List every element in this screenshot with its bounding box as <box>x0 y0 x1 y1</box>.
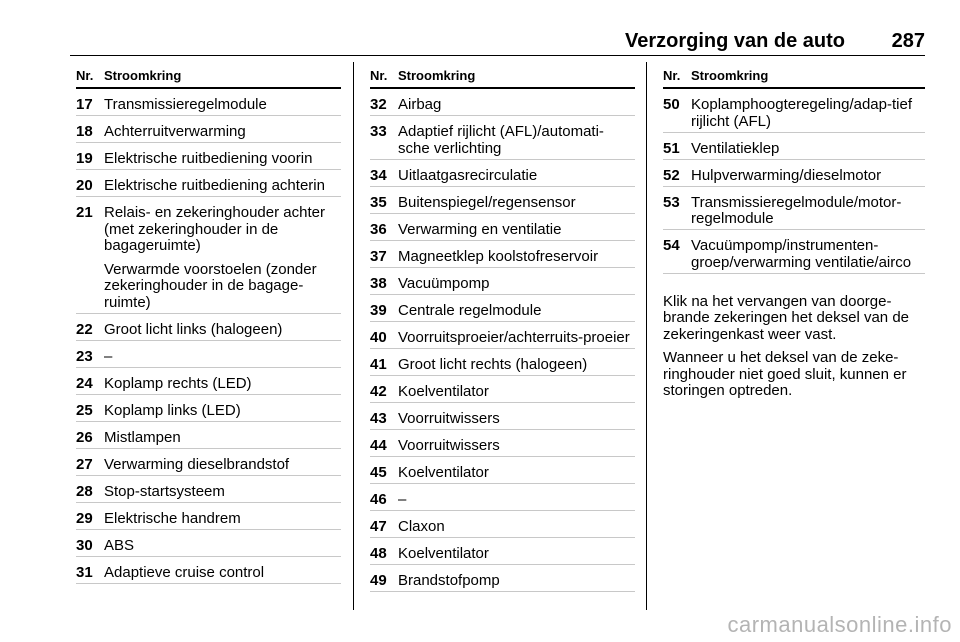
table-row <box>370 376 635 403</box>
table-row <box>663 230 925 274</box>
warning-paragraph: Wanneer u het deksel van de zeke-ringhouder niet goed sluit, kunnen er storingen optreden. <box>663 349 907 399</box>
circuit-text: Airbag <box>398 96 442 113</box>
fuse-number: 43 <box>370 409 387 427</box>
table-row <box>76 368 341 395</box>
table-row <box>370 430 635 457</box>
fuse-number: 27 <box>76 455 93 473</box>
fuse-number: 19 <box>76 150 93 167</box>
circuit-text: Verwarming dieselbrandstof <box>104 455 290 473</box>
table-row <box>76 557 341 584</box>
circuit-name <box>104 457 341 474</box>
fuse-number: 29 <box>76 509 93 527</box>
circuit-text: Groot licht links (halogeen) <box>104 320 283 338</box>
circuit-name <box>398 249 635 266</box>
circuit-text: Vacuümpomp/instrumenten-groep/verwarming ventilatie/airco <box>691 237 912 271</box>
table-header <box>663 66 925 89</box>
circuit-name <box>104 178 341 195</box>
table-row <box>76 341 341 368</box>
circuit-text: – <box>398 490 407 508</box>
circuit-text: Koelventilator <box>398 544 489 562</box>
circuit-name <box>691 97 925 130</box>
table-row <box>370 241 635 268</box>
circuit-text: Elektrische handrem <box>104 509 241 527</box>
fuse-number: 17 <box>76 96 93 113</box>
circuit-name <box>691 238 925 271</box>
fuse-number: 37 <box>370 247 387 265</box>
circuit-name <box>104 430 341 447</box>
header-circuit: Stroomkring <box>104 68 182 83</box>
circuit-name <box>691 195 925 228</box>
circuit-name <box>398 492 635 509</box>
header-nr: Nr. <box>370 68 388 83</box>
circuit-text: Elektrische ruitbediening voorin <box>104 150 313 167</box>
fuse-number: 46 <box>370 490 387 508</box>
fuse-number: 21 <box>76 204 93 221</box>
circuit-text: ABS <box>104 536 135 554</box>
fuse-number: 20 <box>76 177 93 194</box>
circuit-name <box>104 205 341 311</box>
table-row <box>663 89 925 133</box>
fuse-table-column-2 <box>370 66 635 592</box>
fuse-number: 51 <box>663 139 680 157</box>
table-row <box>76 503 341 530</box>
fuse-number: 53 <box>663 193 680 211</box>
table-row <box>370 214 635 241</box>
circuit-text: Relais- en zekeringhouder achter (met zekeringhouder in de bagageruimte) <box>104 204 325 254</box>
fuse-number: 31 <box>76 563 93 581</box>
circuit-text: Adaptieve cruise control <box>104 563 265 581</box>
table-row <box>370 349 635 376</box>
table-row <box>76 314 341 341</box>
circuit-name <box>104 349 341 366</box>
table-row <box>370 511 635 538</box>
fuse-number: 32 <box>370 96 387 113</box>
fuse-number: 34 <box>370 166 387 184</box>
fuse-number: 28 <box>76 482 93 500</box>
fuse-number: 36 <box>370 220 387 238</box>
circuit-name <box>398 168 635 185</box>
circuit-text: Koelventilator <box>398 463 489 481</box>
table-row <box>370 322 635 349</box>
circuit-name <box>104 511 341 528</box>
circuit-text: Achterruitverwarming <box>104 123 246 140</box>
circuit-name <box>398 97 635 114</box>
header-circuit: Stroomkring <box>691 68 769 83</box>
circuit-name <box>104 565 341 582</box>
fuse-number: 39 <box>370 301 387 319</box>
table-row <box>76 476 341 503</box>
fuse-number: 52 <box>663 166 680 184</box>
circuit-text: Voorruitwissers <box>398 436 500 454</box>
table-row <box>76 170 341 197</box>
circuit-text: Voorruitwissers <box>398 409 500 427</box>
header-nr: Nr. <box>663 68 681 83</box>
table-row <box>370 538 635 565</box>
table-row <box>76 143 341 170</box>
fuse-number: 49 <box>370 571 387 589</box>
fuse-number: 38 <box>370 274 387 292</box>
circuit-name <box>398 303 635 320</box>
circuit-text: Hulpverwarming/dieselmotor <box>691 166 882 184</box>
circuit-name <box>398 546 635 563</box>
circuit-text: Groot licht rechts (halogeen) <box>398 355 588 373</box>
circuit-name <box>398 411 635 428</box>
table-row <box>370 160 635 187</box>
table-row <box>370 403 635 430</box>
fuse-number: 45 <box>370 463 387 481</box>
circuit-text: Transmissieregelmodule/motor-regelmodule <box>691 193 902 227</box>
fuse-number: 48 <box>370 544 387 562</box>
circuit-text: Adaptief rijlicht (AFL)/automati-sche verlichting <box>398 123 604 157</box>
table-row <box>76 395 341 422</box>
circuit-text: Koplamphoogteregeling/adap-tief rijlicht (AFL) <box>691 96 912 130</box>
circuit-text: Mistlampen <box>104 428 181 446</box>
circuit-name <box>104 538 341 555</box>
fuse-number: 54 <box>663 237 680 254</box>
circuit-text: Magneetklep koolstofreservoir <box>398 247 599 265</box>
table-row <box>663 160 925 187</box>
circuit-name <box>398 276 635 293</box>
circuit-text: Ventilatieklep <box>691 139 780 157</box>
table-row <box>370 89 635 116</box>
fuse-number: 26 <box>76 428 93 446</box>
fuse-number: 24 <box>76 374 93 392</box>
fuse-number: 22 <box>76 320 93 338</box>
table-header <box>370 66 635 89</box>
circuit-name <box>398 465 635 482</box>
table-row <box>76 449 341 476</box>
table-row <box>663 187 925 231</box>
page-number: 287 <box>891 30 925 52</box>
circuit-name <box>398 573 635 590</box>
table-row <box>76 422 341 449</box>
circuit-text: Verwarming en ventilatie <box>398 220 562 238</box>
table-row <box>663 133 925 160</box>
circuit-name <box>398 124 635 157</box>
column-divider <box>353 62 354 610</box>
circuit-name <box>691 168 925 185</box>
circuit-text: Elektrische ruitbediening achterin <box>104 177 325 194</box>
circuit-text: Brandstofpomp <box>398 571 500 589</box>
circuit-name <box>104 124 341 141</box>
table-row <box>370 116 635 160</box>
circuit-text: Koplamp links (LED) <box>104 401 241 419</box>
circuit-name <box>104 322 341 339</box>
circuit-text: Claxon <box>398 517 445 535</box>
watermark: carmanualsonline.info <box>727 612 952 637</box>
table-row <box>370 565 635 592</box>
circuit-text: – <box>104 347 113 365</box>
circuit-name <box>398 438 635 455</box>
circuit-text: Voorruitsproeier/achterruits-proeier <box>398 328 630 346</box>
circuit-text: Buitenspiegel/regensensor <box>398 193 576 211</box>
circuit-name <box>104 151 341 168</box>
table-header <box>76 66 341 89</box>
circuit-text: Uitlaatgasrecirculatie <box>398 166 538 184</box>
circuit-name <box>398 357 635 374</box>
header-rule <box>70 55 925 56</box>
fuse-table-column-3 <box>663 66 925 400</box>
page-title: Verzorging van de auto <box>624 30 845 52</box>
circuit-name <box>398 330 635 347</box>
header-circuit: Stroomkring <box>398 68 476 83</box>
table-row <box>370 295 635 322</box>
table-row <box>370 484 635 511</box>
fuse-number: 50 <box>663 96 680 113</box>
fuse-number: 25 <box>76 401 93 419</box>
header-nr: Nr. <box>76 68 94 83</box>
fuse-number: 23 <box>76 347 93 365</box>
circuit-text: Centrale regelmodule <box>398 301 542 319</box>
fuse-number: 30 <box>76 536 93 554</box>
circuit-name <box>398 222 635 239</box>
fuse-number: 42 <box>370 382 387 400</box>
circuit-name <box>104 484 341 501</box>
table-row <box>76 530 341 557</box>
table-row <box>370 268 635 295</box>
circuit-name <box>104 376 341 393</box>
circuit-text: Koelventilator <box>398 382 489 400</box>
circuit-text: Stop-startsysteem <box>104 482 225 500</box>
circuit-name <box>104 403 341 420</box>
table-row <box>76 197 341 314</box>
table-row <box>76 89 341 116</box>
fuse-table-column-1 <box>76 66 341 584</box>
fuse-number: 47 <box>370 517 387 535</box>
circuit-name <box>398 384 635 401</box>
table-row <box>370 457 635 484</box>
circuit-text: Transmissieregelmodule <box>104 96 267 113</box>
instruction-paragraph: Klik na het vervangen van doorge-brande zekeringen het deksel van de zekeringenkast weer vast. <box>663 292 910 343</box>
circuit-name <box>104 97 341 114</box>
circuit-name <box>398 195 635 212</box>
circuit-name <box>691 141 925 158</box>
circuit-text: Vacuümpomp <box>398 274 490 292</box>
fuse-rows <box>663 89 925 274</box>
circuit-text: Koplamp rechts (LED) <box>104 374 252 392</box>
fuse-number: 41 <box>370 355 387 373</box>
fuse-number: 44 <box>370 436 387 454</box>
fuse-number: 40 <box>370 328 387 346</box>
circuit-name <box>398 519 635 536</box>
table-row <box>76 116 341 143</box>
fuse-number: 18 <box>76 123 93 140</box>
column-divider <box>646 62 647 610</box>
fuse-number: 33 <box>370 123 387 140</box>
circuit-text: Verwarmde voorstoelen (zonder zekeringhouder in de bagage-ruimte) <box>104 260 317 311</box>
fuse-number: 35 <box>370 193 387 211</box>
table-row <box>370 187 635 214</box>
page-header <box>70 22 925 56</box>
